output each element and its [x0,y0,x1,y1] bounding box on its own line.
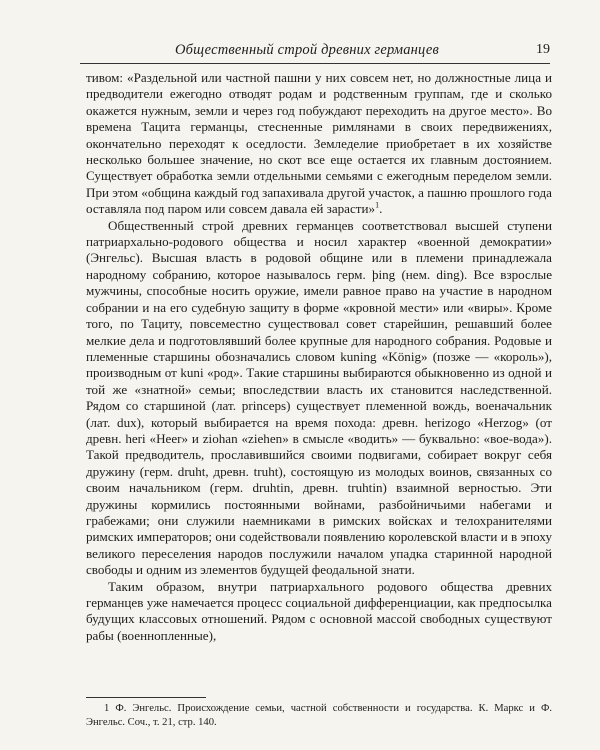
footnote: 1 Ф. Энгельс. Происхождение семьи, частной собственности и государства. К. Маркс и Ф. Энгельс. Соч., т. 21, стр. 140. [86,703,552,728]
footnote-ref: 1 [375,200,380,210]
body-text [86,70,552,644]
running-head [80,42,550,62]
running-title: Общественный строй древних германцев [175,42,439,58]
page-number: 19 [536,42,550,57]
footnote-rule [86,697,206,698]
paragraph-3: Таким образом, внутри патриархального родового общества древних германцев уже намечается процесс социальной дифференциации, как предпосылка будущих классовых отношений. Рядом с основной массой свободных существуют рабы (военнопленные), [86,578,552,643]
paragraph-1: тивом: «Раздельной или частной пашни у них совсем нет, но должностные лица и предводители ежегодно отводят родам и родственным группам, где и сколько окажется нужным, земли и через год побуждают переходить на другое место». Во времена Тацита германцы, стесненные римлянами в своих передвижениях, окончательно переходят к оседлости. Земледелие приобретает в их хозяйстве несколько большее значение, но скот все еще остается их главным достоянием. Существует обработка земли отдельными семьями с ежегодным переделом земли. При этом «община каждый год запахивала другой участок, а пашню прошлого года оставляла под паром или совсем давала ей зарасти»$^1$. [86,70,552,217]
paragraph-1-text: тивом: «Раздельной или частной пашни у них совсем нет, но должностные лица и предводители ежегодно отводят родам и родственным группам, где и сколько окажется нужным, земли и через год побуждают переходить на другое место». Во времена Тацита германцы, стесненные римлянами в своих передвижениях, окончательно переходят к оседлости. Земледелие приобретает в их хозяйстве несколько большее значение, но скот все еще остается их главным достоянием. Существует обработка земли отдельными семьями с ежегодным переделом земли. При этом «община каждый год запахивала другой участок, а пашню прошлого года оставляла под паром или совсем давала ей зарасти» [86,70,552,217]
paragraph-2: Общественный строй древних германцев соответствовал высшей ступени патриархально-родового общества и носил характер «военной демократии» (Энгельс). Высшая власть в родовой общине или в племени принадлежала народному собранию, которое называлось герм. þing (нем. ding). Все взрослые мужчины, способные носить оружие, имели равное право на участие в народном собрании и на его судебную защиту в форме «кровной мести» или «виры». Кроме того, по Тациту, повсеместно существовал совет старейшин, решавший более мелкие дела и подготовлявший более крупные для народного собрания. Родовые и племенные старшины обозначались словом kuning «König» (позже — «король»), производным от kuni «род». Такие старшины выбираются обыкновенно из одной и той же «знатной» семьи; впоследствии власть их становится наследственной. Рядом со старшиной (лат. princeps) существует племенной вождь, военачальник (лат. dux), который выбирается на время похода: древн. herizogo «Herzog» (от древн. heri «Heer» и ziohan «ziehen» в смысле «водить» — буквально: «вое-вода»). Такой предводитель, прославившийся своими подвигами, собирает вокруг себя дружину (герм. druht, древн. truht), состоящую из молодых воинов, связанных со своим начальником (герм. druhtin, древн. truhtin) взаимной верностью. Эти дружины кормились постоянными войнами, разбойничьими набегами и грабежами; они служили наемниками в римских войсках и телохранителями римских императоров; они содействовали появлению королевской власти и в эпоху великого переселения народов послужили началом упадка старинной народной свободы и одним из элементов будущей феодальной знати. [86,217,552,578]
header-rule [80,63,550,64]
